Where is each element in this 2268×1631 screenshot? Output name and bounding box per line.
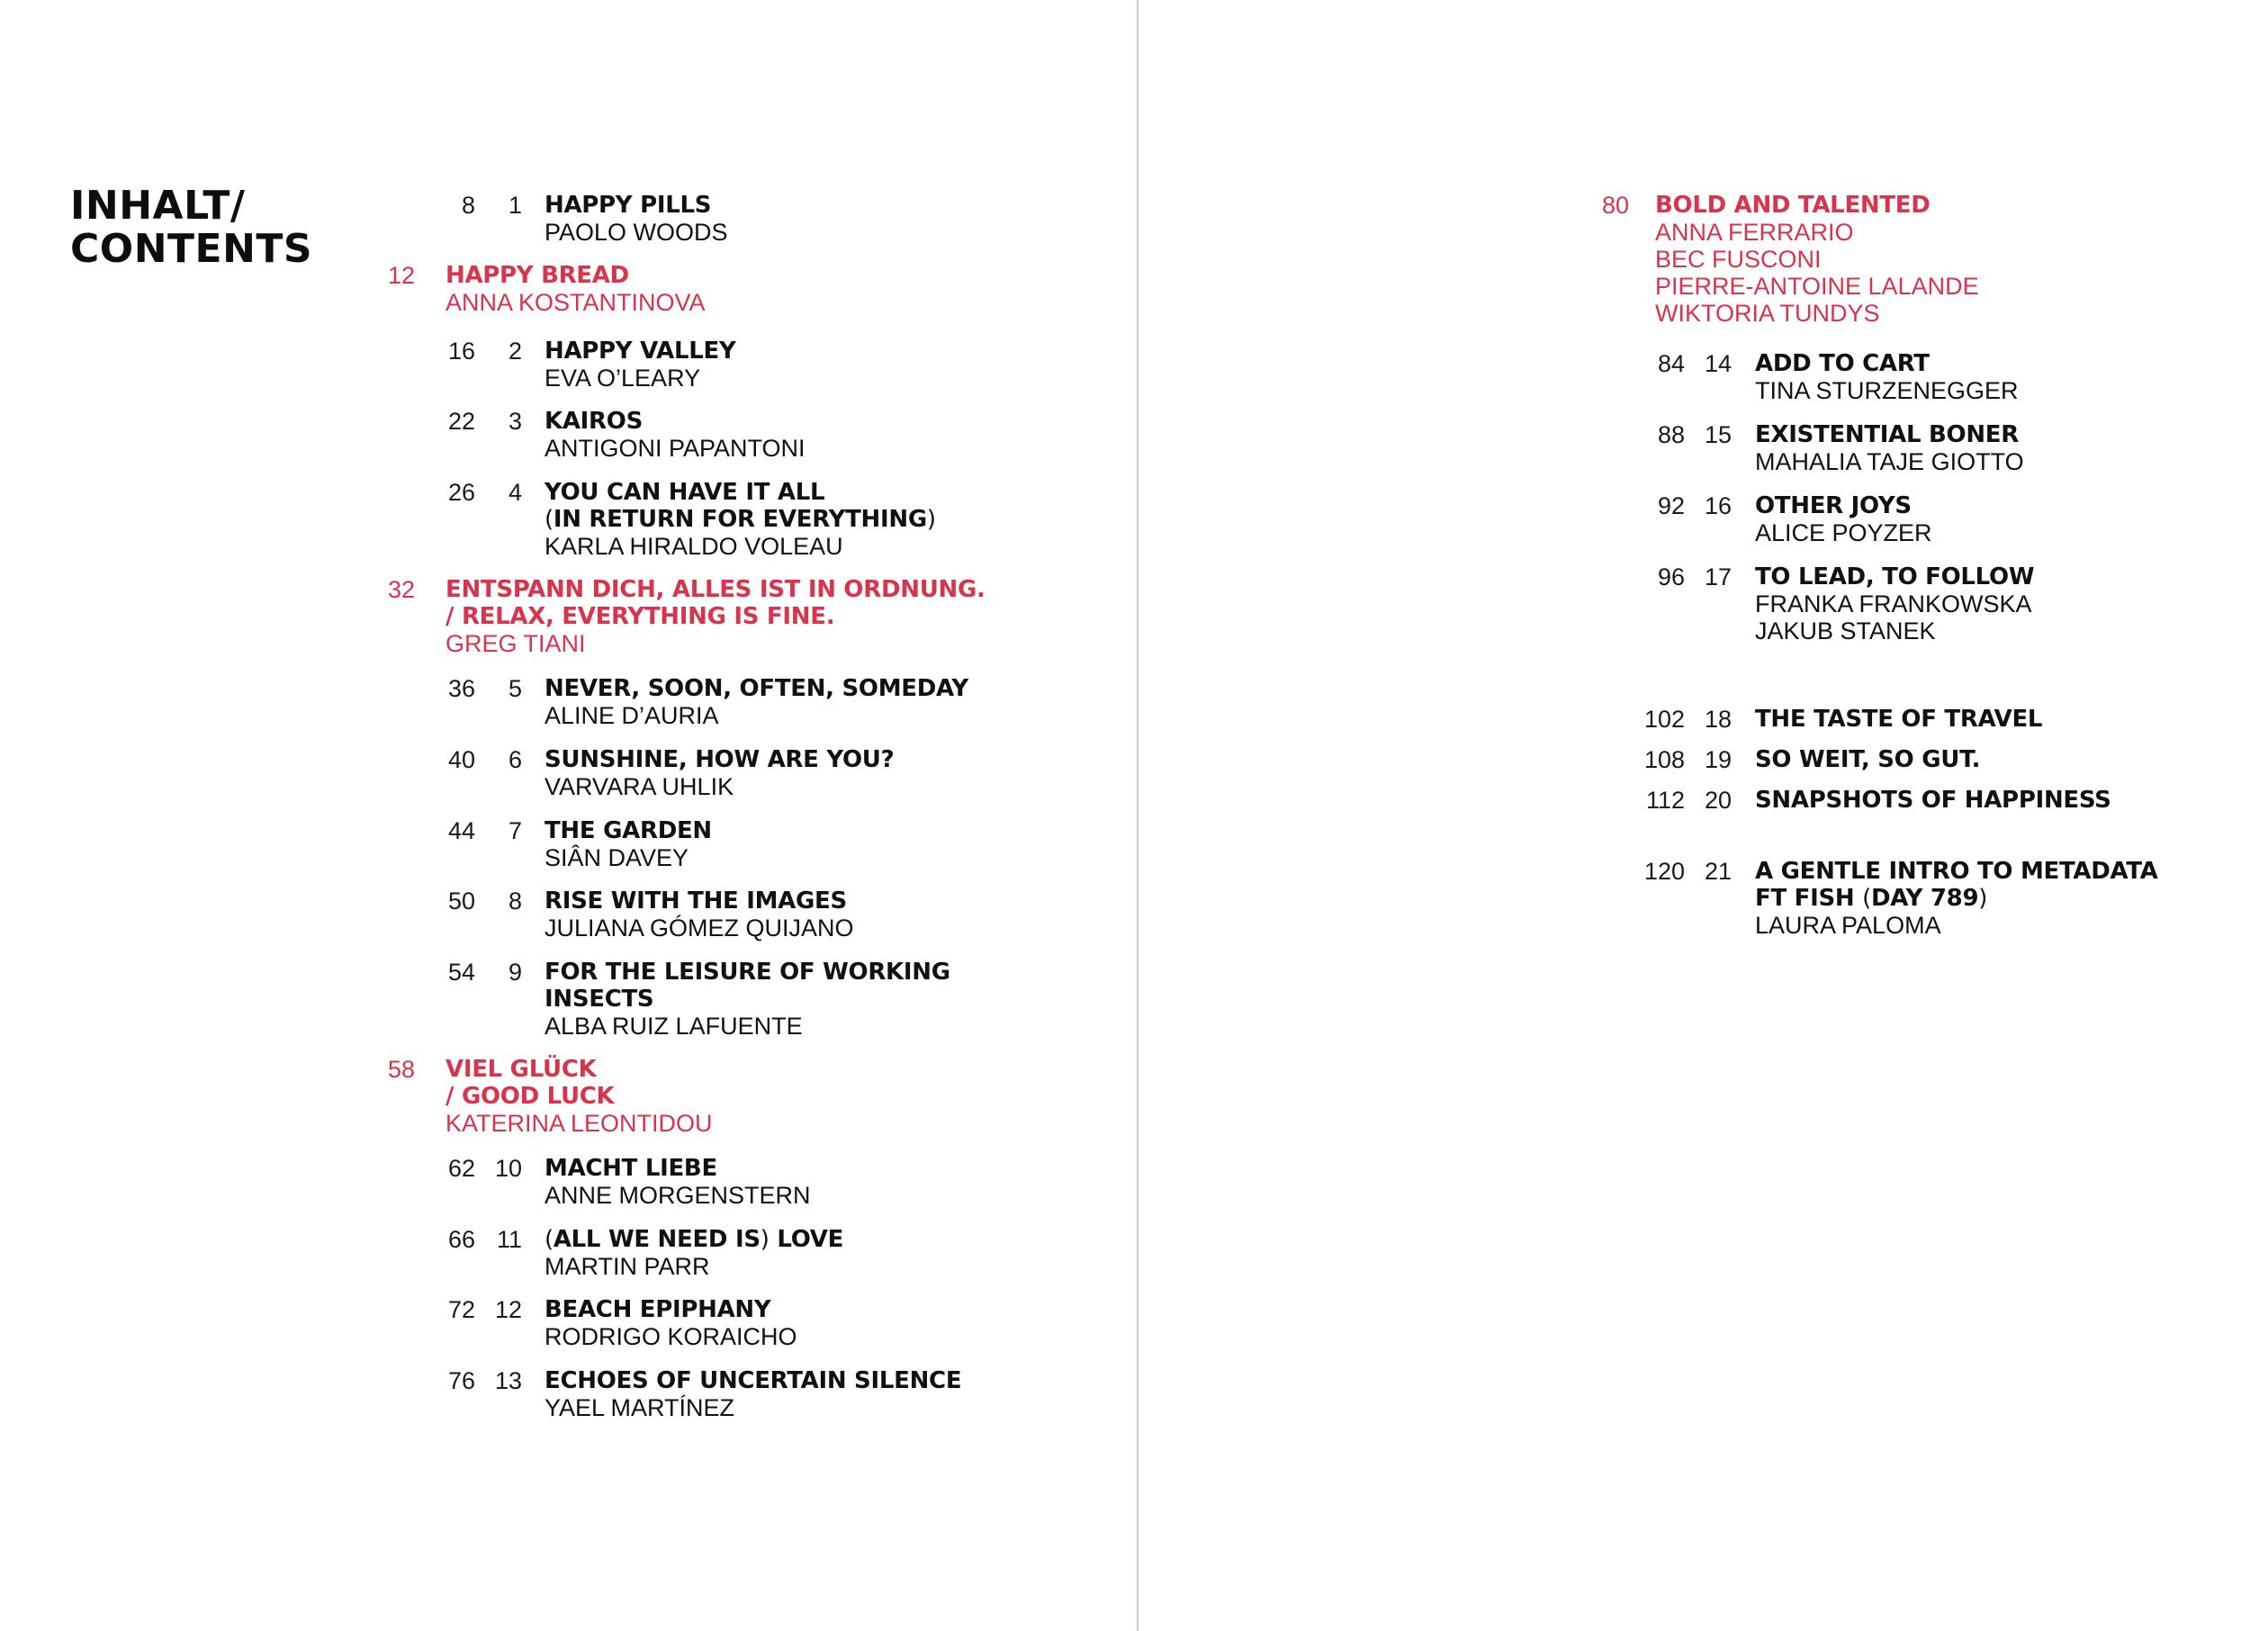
entry-author: JULIANA GÓMEZ QUIJANO: [544, 915, 854, 942]
page-spine: [1137, 0, 1138, 1631]
entry-title: OTHER JOYS: [1755, 492, 1912, 519]
section-title-line-2: / GOOD LUCK: [446, 1083, 615, 1110]
entry-title-part: DAY 789: [1870, 885, 1979, 912]
page-number: 40: [447, 746, 475, 773]
paren-open: (: [1862, 885, 1871, 912]
page-number: 8: [461, 192, 475, 219]
page-number: 58: [387, 1056, 415, 1083]
entry-title-part: FT FISH: [1755, 885, 1863, 912]
entry-title-line-2: INSECTS: [544, 986, 654, 1013]
section-title: BOLD AND TALENTED: [1655, 192, 1930, 219]
entry-author: ANTIGONI PAPANTONI: [544, 435, 806, 462]
chapter-number: 9: [508, 959, 522, 986]
section-author: GREG TIANI: [446, 630, 586, 657]
section-author: ANNA FERRARIO: [1655, 219, 1854, 246]
chapter-number: 20: [1704, 787, 1732, 814]
chapter-number: 14: [1704, 350, 1732, 377]
section-author: ANNA KOSTANTINOVA: [446, 289, 706, 316]
entry-title: SNAPSHOTS OF HAPPINESS: [1755, 787, 2111, 814]
entry-author: ANNE MORGENSTERN: [544, 1182, 811, 1209]
entry-title: SO WEIT, SO GUT.: [1755, 746, 1981, 773]
section-author: KATERINA LEONTIDOU: [446, 1110, 713, 1137]
page-number: 80: [1601, 192, 1629, 219]
entry-title: MACHT LIEBE: [544, 1155, 717, 1182]
chapter-number: 7: [508, 817, 522, 844]
chapter-number: 3: [508, 408, 522, 435]
entry-subtitle: IN RETURN FOR EVERYTHING: [553, 506, 927, 533]
paren-open: (: [544, 1226, 554, 1253]
chapter-number: 17: [1704, 563, 1732, 590]
page-number: 72: [447, 1296, 475, 1323]
page-number: 26: [447, 479, 475, 506]
entry-author: JAKUB STANEK: [1755, 617, 1936, 644]
chapter-number: 13: [494, 1367, 522, 1394]
chapter-number: 18: [1704, 706, 1732, 733]
entry-title: KAIROS: [544, 408, 643, 435]
entry-title: THE TASTE OF TRAVEL: [1755, 706, 2043, 733]
section-author: BEC FUSCONI: [1655, 246, 1822, 273]
page-number: 88: [1657, 421, 1685, 448]
page-number: 84: [1657, 350, 1685, 377]
entry-title-line-1: YOU CAN HAVE IT ALL: [544, 479, 825, 506]
page-number: 54: [447, 959, 475, 986]
entry-title: [544, 1226, 843, 1253]
chapter-number: 19: [1704, 746, 1732, 773]
entry-author: YAEL MARTÍNEZ: [544, 1394, 735, 1421]
entry-title: EXISTENTIAL BONER: [1755, 421, 2019, 448]
section-title-line-1: VIEL GLÜCK: [446, 1056, 597, 1083]
entry-author: ALBA RUIZ LAFUENTE: [544, 1013, 803, 1040]
entry-author: ALINE D’AURIA: [544, 702, 719, 729]
chapter-number: 6: [508, 746, 522, 773]
entry-title: SUNSHINE, HOW ARE YOU?: [544, 746, 895, 773]
page-number: 108: [1643, 746, 1685, 773]
entry-title: HAPPY VALLEY: [544, 338, 736, 365]
heading-line-2: CONTENTS: [70, 226, 313, 272]
page-number: 12: [387, 262, 415, 289]
entry-title: BEACH EPIPHANY: [544, 1296, 771, 1323]
entry-author: TINA STURZENEGGER: [1755, 377, 2019, 404]
page-number: 102: [1643, 706, 1685, 733]
entry-title: NEVER, SOON, OFTEN, SOMEDAY: [544, 675, 968, 702]
page-number: 120: [1643, 858, 1685, 885]
page-number: 62: [447, 1155, 475, 1182]
paren-close: ): [926, 506, 936, 533]
chapter-number: 16: [1704, 492, 1732, 519]
page-number: 32: [387, 576, 415, 603]
entry-title-line-1: A GENTLE INTRO TO METADATA: [1755, 858, 2158, 885]
heading-line-1: INHALT/: [70, 183, 246, 229]
entry-title: TO LEAD, TO FOLLOW: [1755, 563, 2035, 590]
page-number: 66: [447, 1226, 475, 1253]
chapter-number: 4: [508, 479, 522, 506]
entry-title-part-1: ALL WE NEED IS: [553, 1226, 760, 1253]
entry-title-part-2: LOVE: [769, 1226, 844, 1253]
chapter-number: 1: [508, 192, 522, 219]
chapter-number: 10: [494, 1155, 522, 1182]
entry-author: FRANKA FRANKOWSKA: [1755, 590, 2032, 617]
page-number: 96: [1657, 563, 1685, 590]
page-number: 76: [447, 1367, 475, 1394]
entry-author: MAHALIA TAJE GIOTTO: [1755, 448, 2024, 475]
entry-title: ADD TO CART: [1755, 350, 1930, 377]
entry-author: SIÂN DAVEY: [544, 844, 689, 871]
chapter-number: 15: [1704, 421, 1732, 448]
entry-author: EVA O’LEARY: [544, 365, 701, 392]
entry-title: ECHOES OF UNCERTAIN SILENCE: [544, 1367, 962, 1394]
entry-title-line-1: FOR THE LEISURE OF WORKING: [544, 959, 950, 986]
entry-author: ALICE POYZER: [1755, 519, 1932, 546]
entry-author: MARTIN PARR: [544, 1253, 710, 1280]
chapter-number: 5: [508, 675, 522, 702]
entry-author: LAURA PALOMA: [1755, 912, 1941, 939]
chapter-number: 12: [494, 1296, 522, 1323]
entry-author: PAOLO WOODS: [544, 219, 728, 246]
page-number: 112: [1645, 787, 1685, 814]
chapter-number: 2: [508, 338, 522, 365]
entry-author: VARVARA UHLIK: [544, 773, 734, 800]
page-number: 16: [447, 338, 475, 365]
chapter-number: 21: [1704, 858, 1732, 885]
paren-open: (: [544, 506, 554, 533]
paren-close: ): [760, 1226, 770, 1253]
page-number: 36: [447, 675, 475, 702]
page-number: 50: [447, 888, 475, 915]
entry-author: RODRIGO KORAICHO: [544, 1323, 797, 1350]
section-title-line-1: ENTSPANN DICH, ALLES IST IN ORDNUNG.: [446, 576, 986, 603]
chapter-number: 11: [496, 1226, 522, 1253]
page-number: 92: [1657, 492, 1685, 519]
entry-title: RISE WITH THE IMAGES: [544, 888, 847, 915]
section-title: HAPPY BREAD: [446, 262, 629, 289]
paren-close: ): [1978, 885, 1988, 912]
page-number: 44: [447, 817, 475, 844]
chapter-number: 8: [508, 888, 522, 915]
entry-title: THE GARDEN: [544, 817, 712, 844]
section-author: PIERRE-ANTOINE LALANDE: [1655, 273, 1979, 300]
entry-title: HAPPY PILLS: [544, 192, 712, 219]
entry-title-line-2: [1755, 885, 2158, 912]
entry-author: KARLA HIRALDO VOLEAU: [544, 533, 843, 560]
section-author: WIKTORIA TUNDYS: [1655, 300, 1880, 327]
section-title-line-2: / RELAX, EVERYTHING IS FINE.: [446, 603, 835, 630]
page-number: 22: [447, 408, 475, 435]
